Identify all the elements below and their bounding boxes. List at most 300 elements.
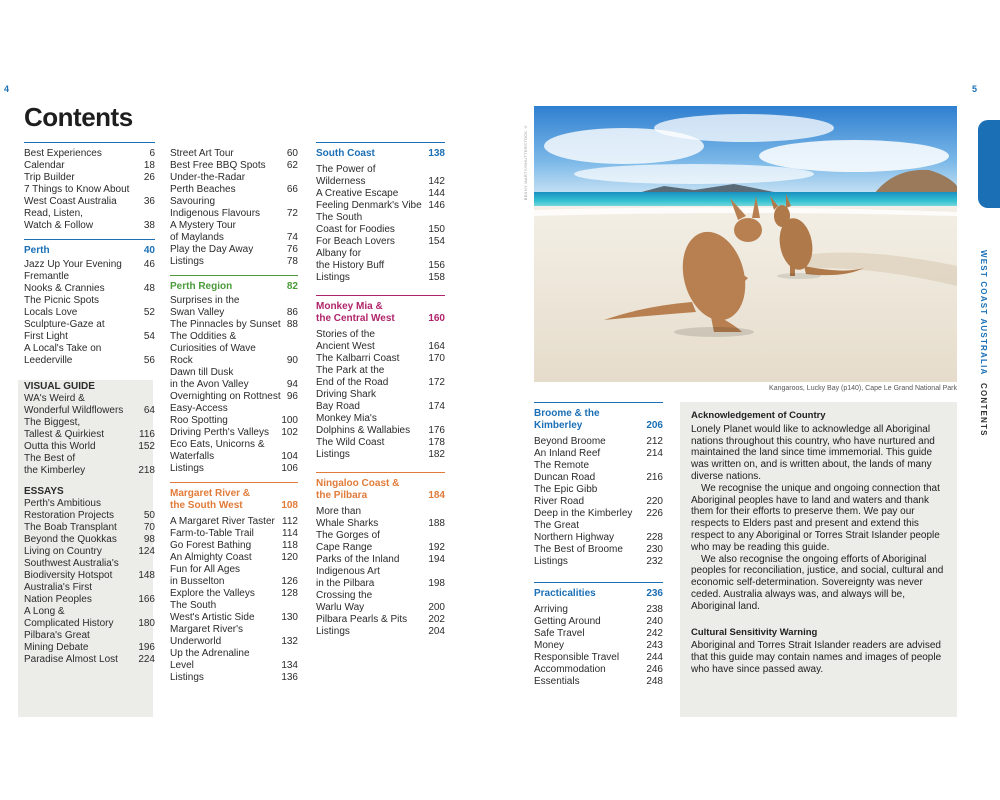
toc-entry[interactable] [170,600,298,612]
page-ref: 246 [646,664,663,675]
toc-entry[interactable] [170,403,298,415]
page-ref: 62 [286,160,298,171]
toc-entry-title: More than [316,506,362,517]
toc-entry-title: Tallest & Quirkiest [24,429,105,440]
page-ref: 248 [646,676,663,687]
toc-entry[interactable] [24,271,155,283]
divider [534,402,663,403]
toc-entry[interactable] [170,319,298,331]
toc-entry[interactable] [24,172,155,184]
page-ref: 102 [281,427,298,438]
toc-entry-title: Surprises in the [170,295,240,306]
acknowledgement-paragraph: We also recognise the ongoing efforts of Aboriginal peoples for reconciliation, justice, and social, cultural and economic self-determination. Sovereignty was never ceded. Australia always was, and always will be, Aboriginal land. [691,553,944,612]
page-ref: 160 [428,313,445,324]
toc-entry[interactable] [316,626,445,638]
toc-entry-title: The Boab Transplant [24,522,117,533]
toc-entry[interactable] [534,448,663,460]
page-ref: 98 [143,534,155,545]
toc-entry-title: A Long & [24,606,65,617]
toc-entry-title: Wonderful Wildflowers [24,405,124,416]
toc-entry[interactable] [170,379,298,391]
toc-entry[interactable] [24,417,155,429]
toc-entry-title: Fremantle [24,271,70,282]
toc-entry-title: Parks of the Inland [316,554,400,565]
toc-entry[interactable] [24,319,155,331]
toc-entry[interactable] [24,441,155,453]
page-ref: 170 [428,353,445,364]
page-ref: 240 [646,616,663,627]
toc-entry-title: Driving Perth's Valleys [170,427,269,438]
page-ref: 146 [428,200,445,211]
toc-entry[interactable] [24,618,155,630]
toc-entry[interactable] [24,283,155,295]
page-ref: 180 [138,618,155,629]
toc-entry[interactable] [316,365,445,377]
toc-entry-title: River Road [534,496,585,507]
toc-entry[interactable] [170,232,298,244]
page-ref: 82 [286,281,298,292]
divider [170,482,298,483]
toc-entry[interactable] [24,522,155,534]
toc-entry-title: Bay Road [316,401,360,412]
toc-entry[interactable] [24,642,155,654]
page-number-right: 5 [972,84,978,94]
toc-entry[interactable] [316,176,445,188]
toc-entry-title: The Power of [316,164,376,175]
toc-entry-title: The Kalbarri Coast [316,353,400,364]
toc-entry-title: Street Art Tour [170,148,234,159]
toc-entry-title: Waterfalls [170,451,215,462]
toc-entry[interactable] [24,429,155,441]
section-title: South Coast [316,148,375,159]
toc-entry[interactable] [534,556,663,568]
toc-entry[interactable] [534,652,663,664]
toc-entry[interactable] [24,196,155,208]
page-ref: 136 [281,672,298,683]
toc-entry[interactable] [170,564,298,576]
toc-list [534,604,663,688]
toc-entry[interactable] [170,624,298,636]
toc-entry-title: The Wild Coast [316,437,385,448]
page-ref: 236 [646,588,663,599]
page-ref: 130 [281,612,298,623]
section-title: Broome & the Kimberley [534,408,600,431]
toc-entry-title: Australia's First [24,582,93,593]
page-ref: 56 [143,355,155,366]
page-ref: 176 [428,425,445,436]
toc-entry[interactable] [24,534,155,546]
toc-entry-title: The Best of [24,453,76,464]
page-ref: 48 [143,283,155,294]
toc-entry-title: Money [534,640,565,651]
toc-entry-title: The Epic Gibb [534,484,598,495]
page-number-left: 4 [4,84,10,94]
toc-entry-title: Getting Around [534,616,601,627]
toc-entry[interactable] [170,343,298,367]
page-ref: 64 [143,405,155,416]
toc-section-monkey-mia[interactable] [316,301,445,325]
toc-entry[interactable] [534,520,663,532]
toc-entry-title: Listings [170,672,204,683]
page-ref: 54 [143,331,155,342]
toc-entry[interactable] [170,648,298,672]
toc-entry-title: Living on Country [24,546,102,557]
page-ref: 228 [646,532,663,543]
photo-credit: BENNY MARTY/SHUTTERSTOCK © [523,124,528,201]
toc-entry-title: in Busselton [170,576,225,587]
toc-entry[interactable] [534,604,663,616]
page-ref: 120 [281,552,298,563]
toc-entry-title: Nooks & Crannies [24,283,105,294]
toc-entry[interactable] [170,439,298,451]
running-header-region: WEST COAST AUSTRALIA [979,250,988,376]
toc-list [316,164,445,284]
page-ref: 86 [286,307,298,318]
section-title: Monkey Mia & [316,301,383,312]
divider [316,142,445,143]
section-title: Perth Region [170,281,233,292]
toc-entry-title: Deep in the Kimberley [534,508,633,519]
toc-entry[interactable] [316,389,445,401]
toc-entry[interactable] [534,496,663,508]
toc-entry[interactable] [170,540,298,552]
page-ref: 74 [286,232,298,243]
page-ref: 66 [286,184,298,195]
toc-entry[interactable] [170,295,298,307]
toc-entry[interactable] [170,576,298,588]
toc-entry-title: Roo Spotting [170,415,228,426]
toc-entry-title: Play the Day Away [170,244,254,255]
page-ref: 154 [428,236,445,247]
toc-entry[interactable] [170,415,298,427]
page-ref: 212 [646,436,663,447]
page-ref: 138 [428,148,445,159]
page-ref: 204 [428,626,445,637]
toc-entry[interactable] [534,676,663,688]
toc-entry[interactable] [170,208,298,220]
divider [170,275,298,276]
toc-entry[interactable] [24,148,155,160]
page-ref: 220 [646,496,663,507]
toc-entry[interactable] [170,528,298,540]
toc-entry[interactable] [170,172,298,184]
toc-entry-title: End of the Road [316,377,389,388]
toc-entry[interactable] [24,453,155,465]
page-ref: 150 [428,224,445,235]
page-ref: 106 [281,463,298,474]
page-ref: 196 [138,642,155,653]
toc-entry[interactable] [24,331,155,343]
page-ref: 218 [138,465,155,476]
page-ref: 38 [143,220,155,231]
toc-entry-title: Dawn till Dusk [170,367,234,378]
toc-entry[interactable] [316,578,445,590]
toc-entry[interactable] [24,510,155,522]
toc-entry-title: Best Experiences [24,148,102,159]
toc-entry[interactable] [170,391,298,403]
toc-entry[interactable] [316,554,445,566]
toc-section-margaret-river[interactable] [170,488,298,512]
toc-entry[interactable] [534,508,663,520]
toc-entry[interactable] [24,307,155,319]
page-ref: 224 [138,654,155,665]
toc-entry[interactable] [24,405,155,417]
toc-entry[interactable] [24,654,155,666]
toc-entry-title: Underworld [170,636,222,647]
toc-entry[interactable] [316,506,445,518]
toc-entry-title: Listings [534,556,568,567]
toc-entry[interactable] [170,196,298,208]
toc-entry[interactable] [24,558,155,570]
page-ref: 118 [282,540,298,551]
toc-entry[interactable] [534,628,663,640]
toc-entry[interactable] [170,184,298,196]
toc-entry-title: West Coast Australia [24,196,117,207]
toc-entry[interactable] [316,353,445,365]
kangaroo-beach-photo [534,106,957,382]
page-ref: 126 [281,576,298,587]
divider [534,582,663,583]
toc-entry[interactable] [316,425,445,437]
toc-entry[interactable] [316,329,445,341]
toc-entry[interactable] [316,566,445,578]
toc-entry[interactable] [316,236,445,248]
toc-entry[interactable] [534,640,663,652]
toc-entry[interactable] [24,220,155,232]
toc-entry-title: The Park at the [316,365,385,376]
toc-entry[interactable] [170,367,298,379]
toc-entry-title: The Pinnacles by Sunset [170,319,281,330]
toc-entry[interactable] [170,516,298,528]
acknowledgement-paragraph: Lonely Planet would like to acknowledge all Aboriginal nations throughout this country, who have nurtured and maintained the land since time immemorial. This guide was written on, and is written about, the lands of many diverse nations. [691,423,935,482]
toc-entry[interactable] [24,259,155,271]
toc-entry[interactable] [24,343,155,355]
toc-entry-title: Northern Highway [534,532,615,543]
toc-column-2 [170,148,298,684]
page-ref: 216 [646,472,663,483]
toc-entry[interactable] [24,546,155,558]
toc-entry[interactable] [170,451,298,463]
toc-entry-title: Easy-Access [170,403,228,414]
toc-entry[interactable] [316,542,445,554]
toc-entry[interactable] [316,200,445,212]
toc-entry-title: Watch & Follow [24,220,94,231]
toc-entry-title: Essentials [534,676,580,687]
page-ref: 60 [286,148,298,159]
toc-entry-title: Beyond the Quokkas [24,534,117,545]
toc-entry-title: Perth's Ambitious [24,498,101,509]
toc-entry-title: Cape Range [316,542,373,553]
toc-entry[interactable] [24,295,155,307]
toc-entry[interactable] [316,248,445,260]
page-ref: 192 [428,542,445,553]
page-ref: 50 [143,510,155,521]
toc-list [170,516,298,684]
toc-column-4 [534,402,663,688]
page-ref: 232 [646,556,663,567]
toc-entry[interactable] [316,341,445,353]
toc-entry[interactable] [24,393,155,405]
toc-entry[interactable] [170,427,298,439]
toc-entry[interactable] [316,614,445,626]
toc-entry[interactable] [534,460,663,472]
acknowledgement-paragraph: We recognise the unique and ongoing connection that Aboriginal peoples have to land and waters and thank them for their efforts to preserve them. We pay our respects to Elders past and present and extend this respect to any Aboriginal or Torres Strait Islander people who may be reading this guide. [691,482,940,553]
toc-entry[interactable] [534,616,663,628]
toc-entry[interactable] [316,212,445,224]
toc-entry[interactable] [170,672,298,684]
page-ref: 202 [428,614,445,625]
toc-entry-title: Best Free BBQ Spots [170,160,266,171]
toc-entry-title: Whale Sharks [316,518,379,529]
toc-entry-title: Curiosities of Wave Rock [170,343,256,366]
page-ref: 18 [143,160,155,171]
toc-entry[interactable] [24,184,155,196]
toc-entry[interactable] [316,224,445,236]
page-ref: 184 [428,490,445,501]
toc-entry[interactable] [316,164,445,176]
page-ref: 166 [138,594,155,605]
toc-entry-title: Responsible Travel [534,652,620,663]
page-ref: 76 [286,244,298,255]
toc-entry-title: 7 Things to Know About [24,184,130,195]
toc-entry[interactable] [316,449,445,461]
section-title: Practicalities [534,588,596,599]
page-ref: 72 [286,208,298,219]
toc-entry[interactable] [170,220,298,232]
toc-section-perth[interactable] [24,245,155,257]
toc-entry-title: First Light [24,331,68,342]
toc-entry-title: Calendar [24,160,65,171]
page-ref: 112 [282,516,298,527]
section-title-line2: the Pilbara [316,490,368,501]
toc-entry-title: A Creative Escape [316,188,399,199]
toc-entry-title: The Great [534,520,580,531]
page-ref: 214 [646,448,663,459]
toc-entry[interactable] [24,465,155,477]
toc-entry-title: Jazz Up Your Evening [24,259,122,270]
toc-entry-title: Wilderness [316,176,366,187]
page-ref: 40 [143,245,155,256]
page-ref: 178 [428,437,445,448]
page-ref: 200 [428,602,445,613]
page-ref: 142 [428,176,445,187]
toc-entry[interactable] [170,148,298,160]
cultural-warning-heading: Cultural Sensitivity Warning [691,626,818,638]
toc-entry-title: Leederville [24,355,73,366]
toc-entry[interactable] [534,484,663,496]
toc-entry[interactable] [316,413,445,425]
toc-entry[interactable] [534,664,663,676]
page-ref: 100 [281,415,298,426]
toc-entry[interactable] [170,244,298,256]
toc-entry[interactable] [534,532,663,544]
page-ref: 182 [428,449,445,460]
toc-entry[interactable] [170,612,298,624]
page-ref: 158 [428,272,445,283]
page-ref: 172 [428,377,445,388]
toc-entry[interactable] [24,594,155,606]
toc-entry-title: Fun for All Ages [170,564,241,575]
toc-section-broome[interactable] [534,408,663,432]
toc-entry[interactable] [316,518,445,530]
page-ref: 108 [281,500,298,511]
toc-entry[interactable] [24,606,155,618]
essays-heading: ESSAYS [24,486,64,497]
toc-entry[interactable] [24,570,155,582]
toc-section-practicalities[interactable] [534,588,663,600]
page-ref: 152 [138,441,155,452]
toc-section-perth-region[interactable] [170,281,298,293]
page-ref: 70 [143,522,155,533]
toc-entry[interactable] [24,355,155,367]
photo-caption: Kangaroos, Lucky Bay (p140), Cape Le Grand National Park [769,385,957,392]
toc-entry[interactable] [316,272,445,284]
toc-entry[interactable] [316,437,445,449]
toc-entry-title: Stories of the [316,329,375,340]
toc-entry[interactable] [316,590,445,602]
toc-entry[interactable] [316,377,445,389]
toc-entry[interactable] [170,463,298,475]
page-ref: 88 [286,319,298,330]
page-title: Contents [24,102,133,132]
toc-entry-title: Farm-to-Table Trail [170,528,254,539]
toc-column-1 [24,142,155,666]
toc-section-ningaloo[interactable] [316,478,445,502]
toc-entry[interactable] [316,530,445,542]
page-ref: 164 [428,341,445,352]
toc-entry-title: Outta this World [24,441,96,452]
toc-entry[interactable] [170,331,298,343]
toc-list [534,436,663,568]
toc-entry[interactable] [316,401,445,413]
toc-list [24,498,155,666]
toc-entry[interactable] [24,582,155,594]
toc-entry-title: Locals Love [24,307,78,318]
toc-entry[interactable] [534,544,663,556]
toc-entry[interactable] [534,436,663,448]
toc-entry[interactable] [24,208,155,220]
page-ref: 188 [428,518,445,529]
toc-entry[interactable] [170,552,298,564]
page-ref: 52 [143,307,155,318]
toc-entry[interactable] [170,307,298,319]
toc-section-south-coast[interactable] [316,148,445,160]
divider [24,239,155,240]
toc-entry-title: Nation Peoples [24,594,92,605]
toc-entry[interactable] [24,630,155,642]
toc-entry[interactable] [534,472,663,484]
toc-entry[interactable] [24,498,155,510]
toc-entry[interactable] [170,256,298,268]
toc-entry-title: West's Artistic Side [170,612,255,623]
divider [316,295,445,296]
page-ref: 46 [143,259,155,270]
toc-entry[interactable] [316,602,445,614]
toc-entry[interactable] [170,160,298,172]
toc-entry-title: A Margaret River Taster [170,516,275,527]
toc-entry-title: Safe Travel [534,628,585,639]
toc-entry[interactable] [316,188,445,200]
toc-list [170,148,298,268]
toc-entry-title: Trip Builder [24,172,75,183]
toc-entry[interactable] [24,160,155,172]
toc-entry[interactable] [170,588,298,600]
toc-entry-title: A Local's Take on [24,343,102,354]
toc-entry[interactable] [316,260,445,272]
toc-entry-title: Pilbara's Great [24,630,90,641]
page-ref: 128 [281,588,298,599]
toc-entry[interactable] [170,636,298,648]
